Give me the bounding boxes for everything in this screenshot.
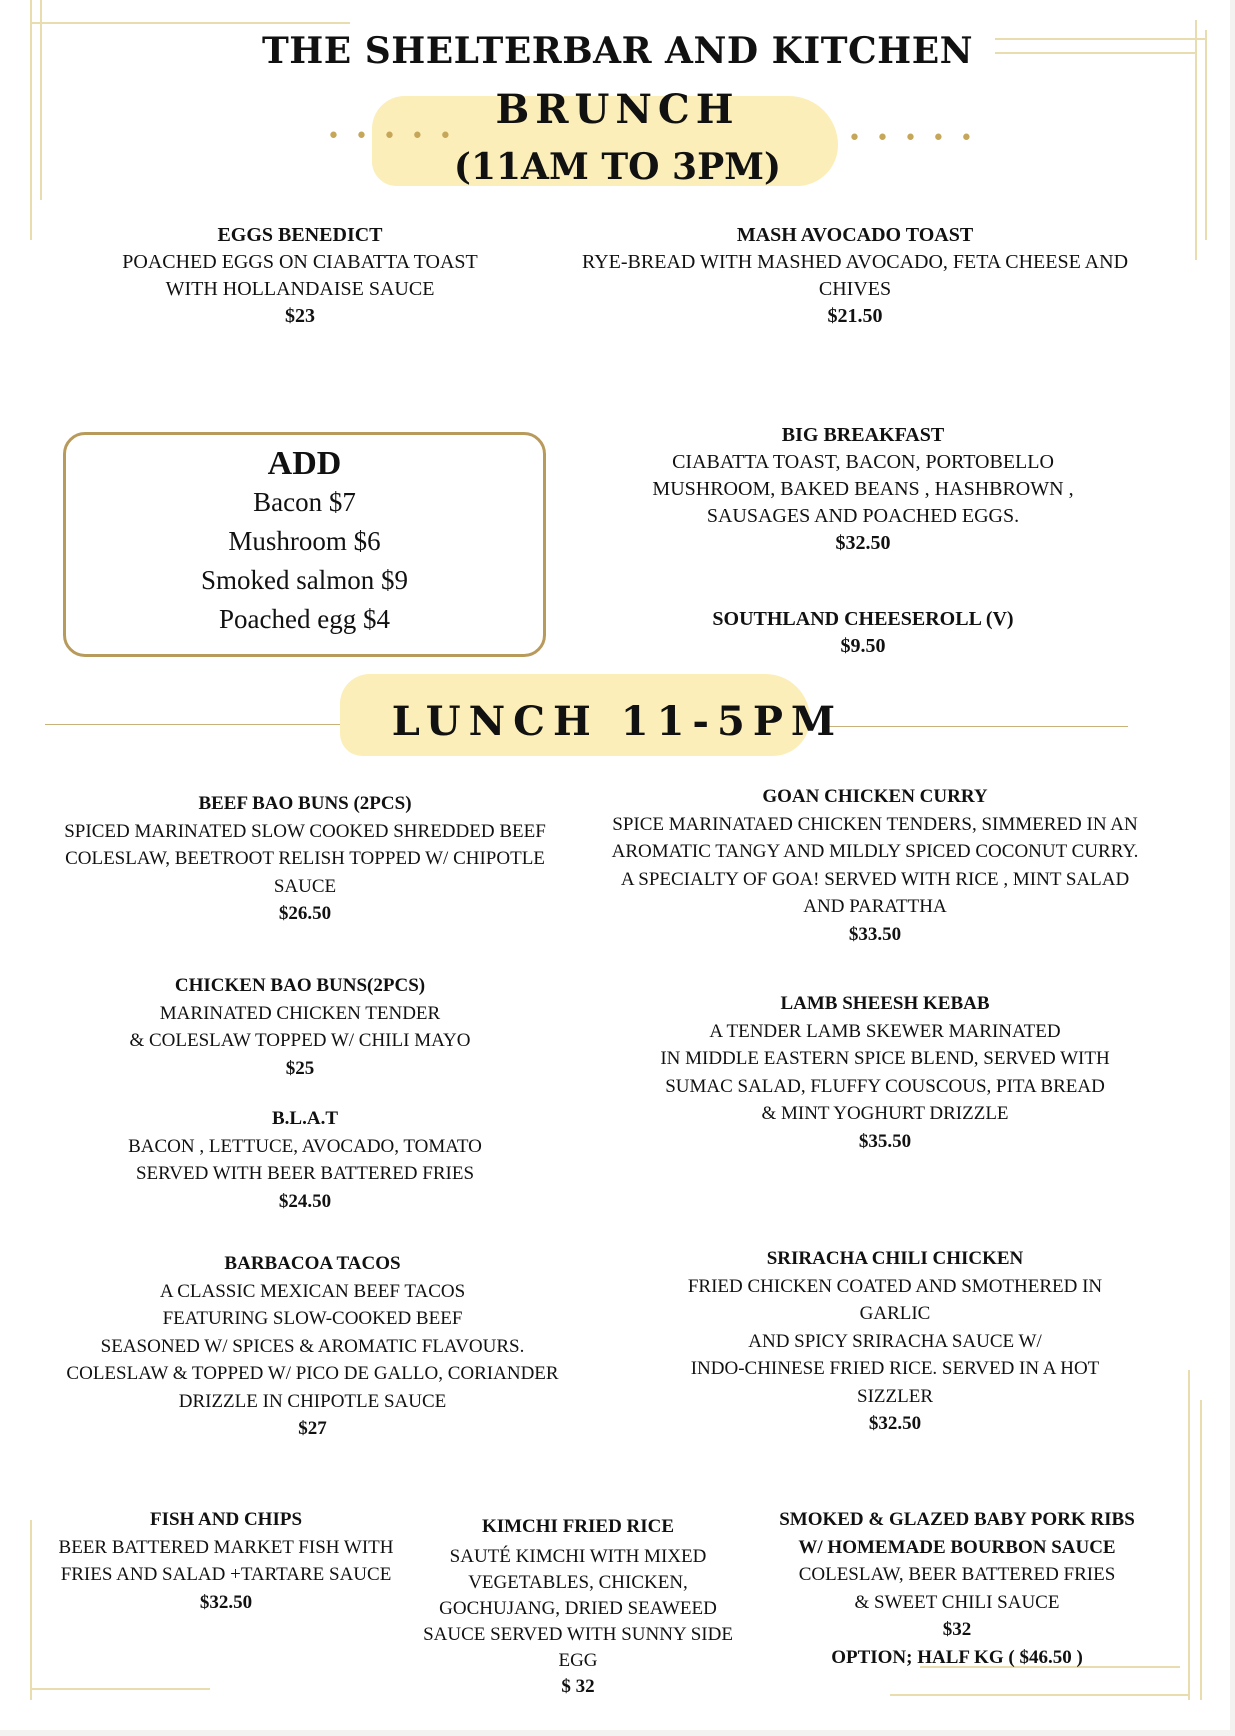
item-price: $27 bbox=[298, 1418, 327, 1439]
menu-item-chicken-bao-buns bbox=[45, 972, 555, 1082]
item-option: OPTION; HALF KG ( $46.50 ) bbox=[831, 1646, 1083, 1668]
item-description: SAUTÉ KIMCHI WITH MIXED VEGETABLES, CHICKEN, GOCHUJANG, DRIED SEAWEED SAUCE SERVED WITH SUNNY SIDE EGG bbox=[423, 1546, 733, 1671]
item-price: $24.50 bbox=[278, 1190, 332, 1212]
item-price: $32.50 bbox=[868, 1413, 922, 1434]
item-name: KIMCHI FRIED RICE bbox=[481, 1516, 675, 1537]
menu-item-sriracha-chili-chicken bbox=[630, 1245, 1160, 1438]
item-price: $25 bbox=[285, 1057, 315, 1079]
item-name: BARBACOA TACOS bbox=[224, 1253, 401, 1274]
item-price: $ 32 bbox=[561, 1676, 595, 1697]
item-description: SPICE MARINATAED CHICKEN TENDERS, SIMMERED IN AN AROMATIC TANGY AND MILDLY SPICED COCONUT CURRY. A SPECIALTY OF GOA! SERVED WITH RICE , MINT SALAD AND PARATTHA bbox=[611, 813, 1139, 917]
add-on-poached-egg: Poached egg $4 bbox=[219, 604, 390, 634]
item-name: B.L.A.T bbox=[272, 1108, 338, 1129]
item-description: COLESLAW, BEER BATTERED FRIES & SWEET CHILI SAUCE bbox=[798, 1564, 1116, 1613]
item-description: FRIED CHICKEN COATED AND SMOTHERED IN GARLIC AND SPICY SRIRACHA SAUCE W/ INDO-CHINESE FRIED RICE. SERVED IN A HOT SIZZLER bbox=[687, 1275, 1103, 1407]
decorative-dots-right: • • • • • bbox=[848, 126, 977, 151]
item-name: SOUTHLAND CHEESEROLL (V) bbox=[712, 608, 1014, 630]
frame-line-right-bottom-2 bbox=[1200, 1400, 1202, 1700]
item-price: $33.50 bbox=[848, 923, 902, 945]
menu-item-fish-and-chips bbox=[40, 1506, 412, 1616]
item-price: $35.50 bbox=[858, 1130, 912, 1152]
page-title: THE SHELTERBAR AND KITCHEN bbox=[261, 30, 974, 72]
item-price: $32 bbox=[942, 1619, 972, 1640]
menu-item-barbacoa-tacos bbox=[40, 1250, 585, 1443]
item-name: SRIRACHA CHILI CHICKEN bbox=[766, 1248, 1024, 1269]
add-on-bacon: Bacon $7 bbox=[253, 487, 356, 517]
item-description: POACHED EGGS ON CIABATTA TOAST WITH HOLLANDAISE SAUCE bbox=[122, 251, 478, 300]
item-name: FISH AND CHIPS bbox=[149, 1509, 303, 1530]
frame-line-left-bottom bbox=[30, 1520, 32, 1700]
menu-item-blat bbox=[45, 1105, 565, 1215]
item-name: EGGS BENEDICT bbox=[217, 224, 383, 246]
item-name: GOAN CHICKEN CURRY bbox=[762, 786, 988, 807]
item-name: LAMB SHEESH KEBAB bbox=[780, 993, 990, 1014]
item-price: $26.50 bbox=[278, 903, 332, 924]
item-price: $9.50 bbox=[840, 635, 886, 657]
decorative-dots-left: • • • • • bbox=[327, 124, 456, 149]
menu-item-southland-cheeseroll bbox=[600, 606, 1126, 660]
brunch-heading: BRUNCH bbox=[495, 86, 740, 133]
item-name: SMOKED & GLAZED BABY PORK RIBS W/ HOMEMADE BOURBON SAUCE bbox=[779, 1509, 1135, 1558]
item-description: BEER BATTERED MARKET FISH WITH FRIES AND SALAD +TARTARE SAUCE bbox=[58, 1536, 394, 1585]
menu-item-smoked-glazed-pork-ribs bbox=[752, 1506, 1162, 1671]
frame-line-top-left bbox=[30, 22, 350, 24]
add-on-smoked-salmon: Smoked salmon $9 bbox=[201, 565, 408, 595]
menu-item-mash-avocado-toast bbox=[545, 222, 1165, 330]
item-price: $21.50 bbox=[827, 305, 883, 327]
item-description: BACON , LETTUCE, AVOCADO, TOMATO SERVED WITH BEER BATTERED FRIES bbox=[128, 1135, 482, 1184]
item-description: A CLASSIC MEXICAN BEEF TACOS FEATURING SLOW-COOKED BEEF SEASONED W/ SPICES & AROMATIC FLAVOURS. COLESLAW & TOPPED W/ PICO DE GALLO, CORIANDER DRIZZLE IN CHIPOTLE SAUCE bbox=[66, 1280, 559, 1412]
add-ons-box bbox=[63, 432, 546, 657]
menu-item-eggs-benedict bbox=[60, 222, 540, 330]
item-description: SPICED MARINATED SLOW COOKED SHREDDED BEEF COLESLAW, BEETROOT RELISH TOPPED W/ CHIPOTLE SAUCE bbox=[64, 820, 546, 897]
item-name: CHICKEN BAO BUNS(2PCS) bbox=[174, 975, 426, 996]
add-ons-title: ADD bbox=[267, 445, 342, 482]
menu-item-lamb-sheesh-kebab bbox=[610, 990, 1160, 1155]
item-description: MARINATED CHICKEN TENDER & COLESLAW TOPPED W/ CHILI MAYO bbox=[129, 1002, 471, 1051]
item-price: $23 bbox=[285, 305, 315, 327]
frame-line-right-bottom bbox=[1188, 1370, 1190, 1700]
item-price: $32.50 bbox=[199, 1591, 253, 1613]
lunch-heading: LUNCH 11-5PM bbox=[391, 698, 844, 745]
add-on-mushroom: Mushroom $6 bbox=[228, 526, 381, 556]
menu-item-beef-bao-buns bbox=[45, 790, 565, 928]
menu-item-kimchi-fried-rice bbox=[418, 1514, 738, 1700]
menu-item-goan-chicken-curry bbox=[580, 783, 1170, 948]
item-description: RYE-BREAD WITH MASHED AVOCADO, FETA CHEESE AND CHIVES bbox=[581, 251, 1129, 300]
item-description: A TENDER LAMB SKEWER MARINATED IN MIDDLE EASTERN SPICE BLEND, SERVED WITH SUMAC SALAD, FLUFFY COUSCOUS, PITA BREAD & MINT YOGHURT DRIZZLE bbox=[660, 1020, 1110, 1124]
brunch-hours: (11AM TO 3PM) bbox=[453, 146, 782, 188]
frame-line-bottom-left bbox=[30, 1688, 210, 1690]
menu-item-big-breakfast bbox=[600, 422, 1126, 557]
item-name: BIG BREAKFAST bbox=[781, 424, 945, 446]
item-name: BEEF BAO BUNS (2PCS) bbox=[198, 793, 412, 814]
item-description: CIABATTA TOAST, BACON, PORTOBELLO MUSHROOM, BAKED BEANS , HASHBROWN , SAUSAGES AND POACHED EGGS. bbox=[652, 451, 1074, 527]
frame-line-bottom-right bbox=[890, 1694, 1190, 1696]
item-price: $32.50 bbox=[835, 532, 891, 554]
item-name: MASH AVOCADO TOAST bbox=[736, 224, 974, 246]
